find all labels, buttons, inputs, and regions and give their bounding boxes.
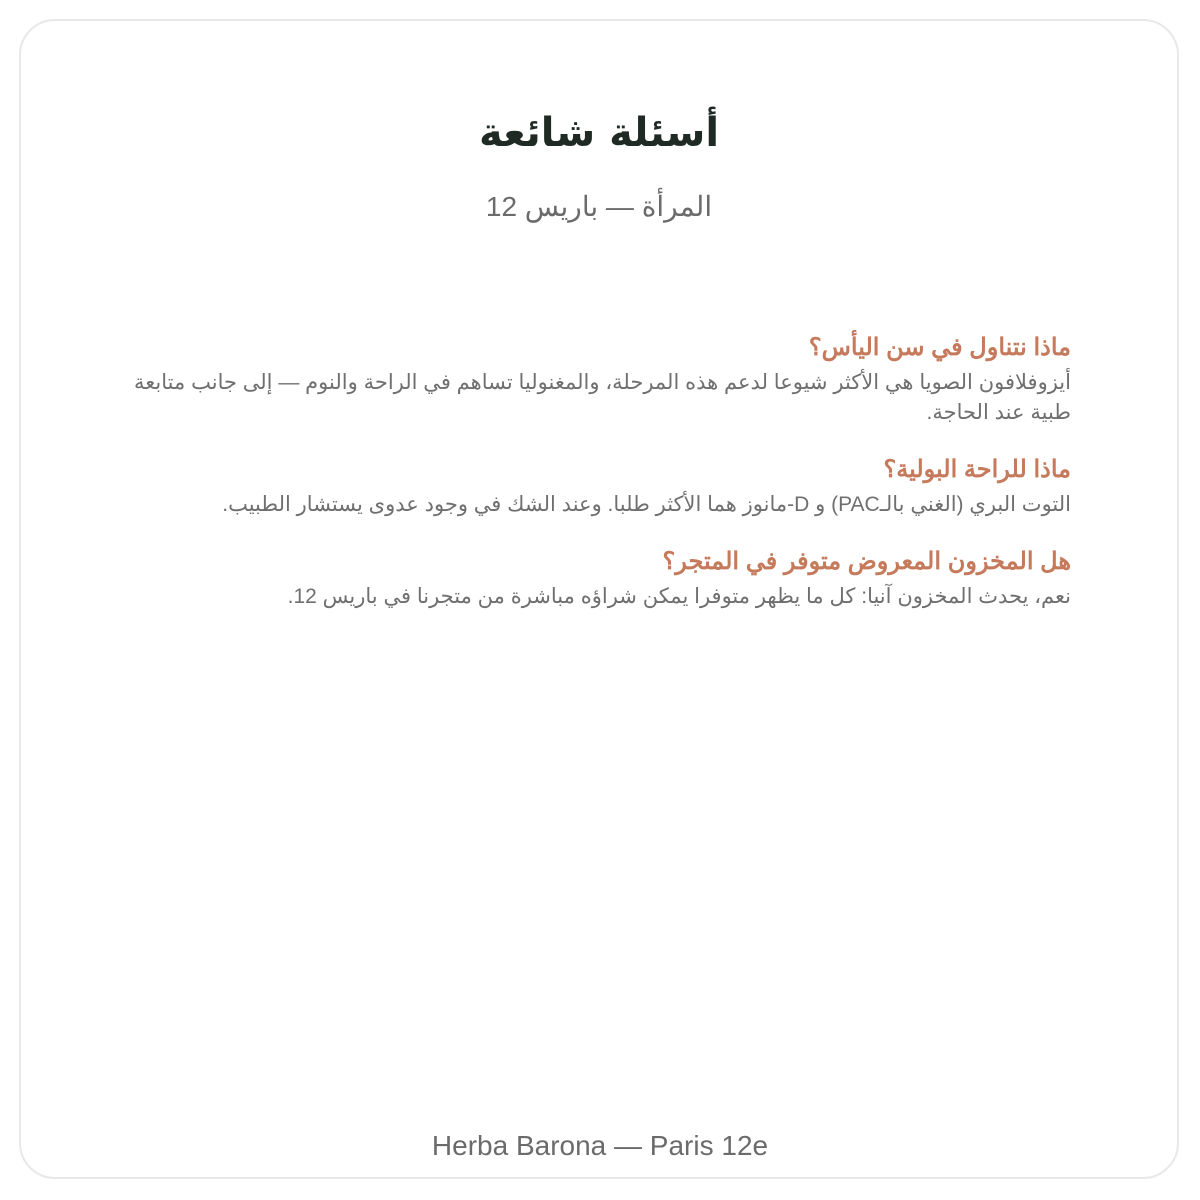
faq-question: ماذا نتناول في سن اليأس؟ [808, 334, 1071, 361]
faq-list [130, 330, 1071, 636]
faq-answer: التوت البري (الغني بالـPAC) و D-مانوز هما الأكثر طلبا. وعند الشك في وجود عدوى يستشار الطبيب. [222, 493, 1071, 516]
faq-item [130, 544, 1071, 612]
faq-answer: أيزوفلافون الصويا هي الأكثر شيوعا لدعم هذه المرحلة، والمغنوليا تساهم في الراحة والنوم — إلى جانب متابعة طبية عند الحاجة. [134, 371, 1071, 424]
faq-item [130, 452, 1071, 520]
faq-question: ماذا للراحة البولية؟ [883, 456, 1071, 483]
footer-brand: Herba Barona — Paris 12e [431, 1130, 769, 1161]
page-subtitle: المرأة — باريس 12 [485, 191, 713, 222]
faq-item [130, 330, 1071, 428]
faq-answer: نعم، يحدث المخزون آنيا: كل ما يظهر متوفرا يمكن شراؤه مباشرة من متجرنا في باريس 12. [287, 585, 1071, 608]
page-title: أسئلة شائعة [478, 110, 720, 156]
faq-question: هل المخزون المعروض متوفر في المتجر؟ [662, 548, 1071, 575]
